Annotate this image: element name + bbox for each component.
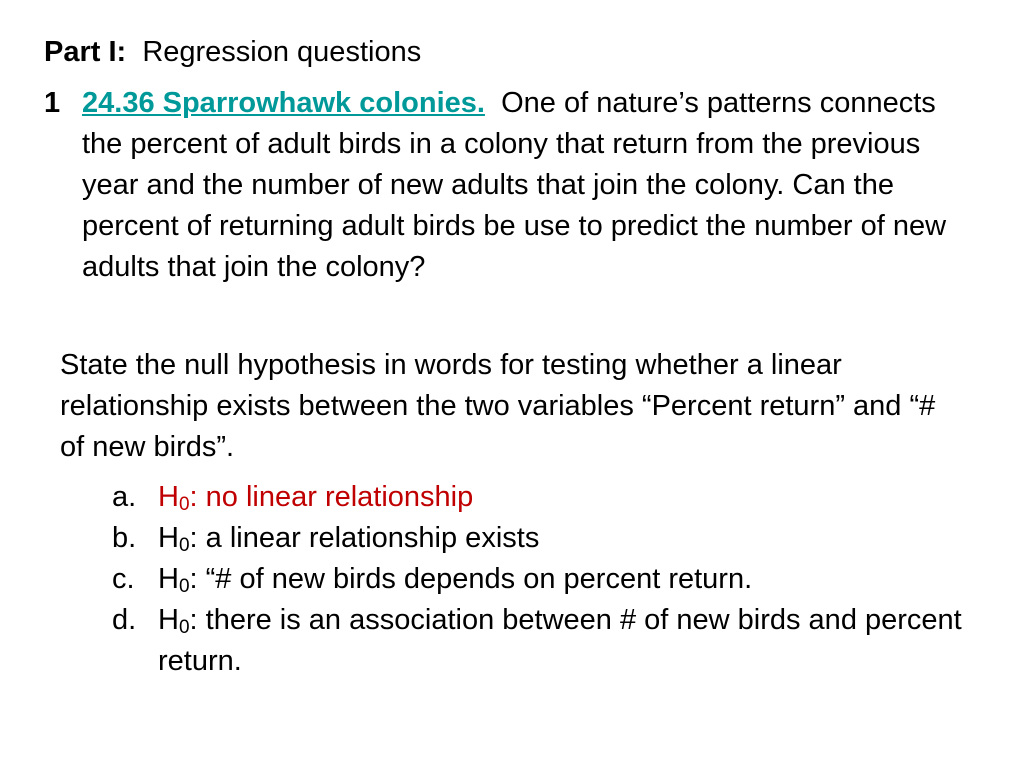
section-heading [44, 32, 421, 73]
prompt-text: State the null hypothesis in words for testing whether a linear relationship exists between the two variables “Percent return” and “# of new birds”. [60, 349, 936, 463]
h-symbol: H [158, 604, 179, 636]
h-subscript: 0 [178, 494, 190, 515]
h-subscript: 0 [178, 617, 190, 638]
option-letter: d. [112, 604, 137, 636]
question-number: 1 [44, 87, 61, 119]
h-symbol: H [158, 522, 179, 554]
option-text [158, 518, 992, 559]
part-title: Regression questions [142, 36, 422, 68]
question-body: One of nature’s patterns connects the percent of adult birds in a colony that return from the previous year and the number of new adults that join the colony. Can the percent of returning adult birds be use to predict the number of new adults that join the colony? [82, 87, 947, 283]
option-text [158, 600, 992, 682]
option-statement: : a linear relationship exists [189, 522, 540, 554]
option-letter: a. [112, 481, 137, 513]
option-d[interactable] [112, 600, 992, 682]
option-letter: b. [112, 522, 137, 554]
h-subscript: 0 [178, 535, 190, 556]
option-a[interactable] [112, 477, 992, 518]
h-subscript: 0 [178, 576, 190, 597]
option-c[interactable] [112, 559, 992, 600]
h-symbol: H [158, 481, 179, 513]
exercise-link[interactable]: 24.36 Sparrowhawk colonies. [82, 87, 485, 119]
option-letter: c. [112, 563, 135, 595]
option-statement: : no linear relationship [189, 481, 474, 513]
part-label: Part I: [44, 36, 127, 68]
question-block [44, 83, 974, 288]
h-symbol: H [158, 563, 179, 595]
option-b[interactable] [112, 518, 992, 559]
option-text [158, 559, 992, 600]
question-text [82, 83, 974, 288]
option-text [158, 477, 992, 518]
option-statement: : there is an association between # of new birds and percent return. [158, 604, 962, 677]
option-statement: : “# of new birds depends on percent return. [189, 563, 753, 595]
answer-options [112, 477, 992, 682]
